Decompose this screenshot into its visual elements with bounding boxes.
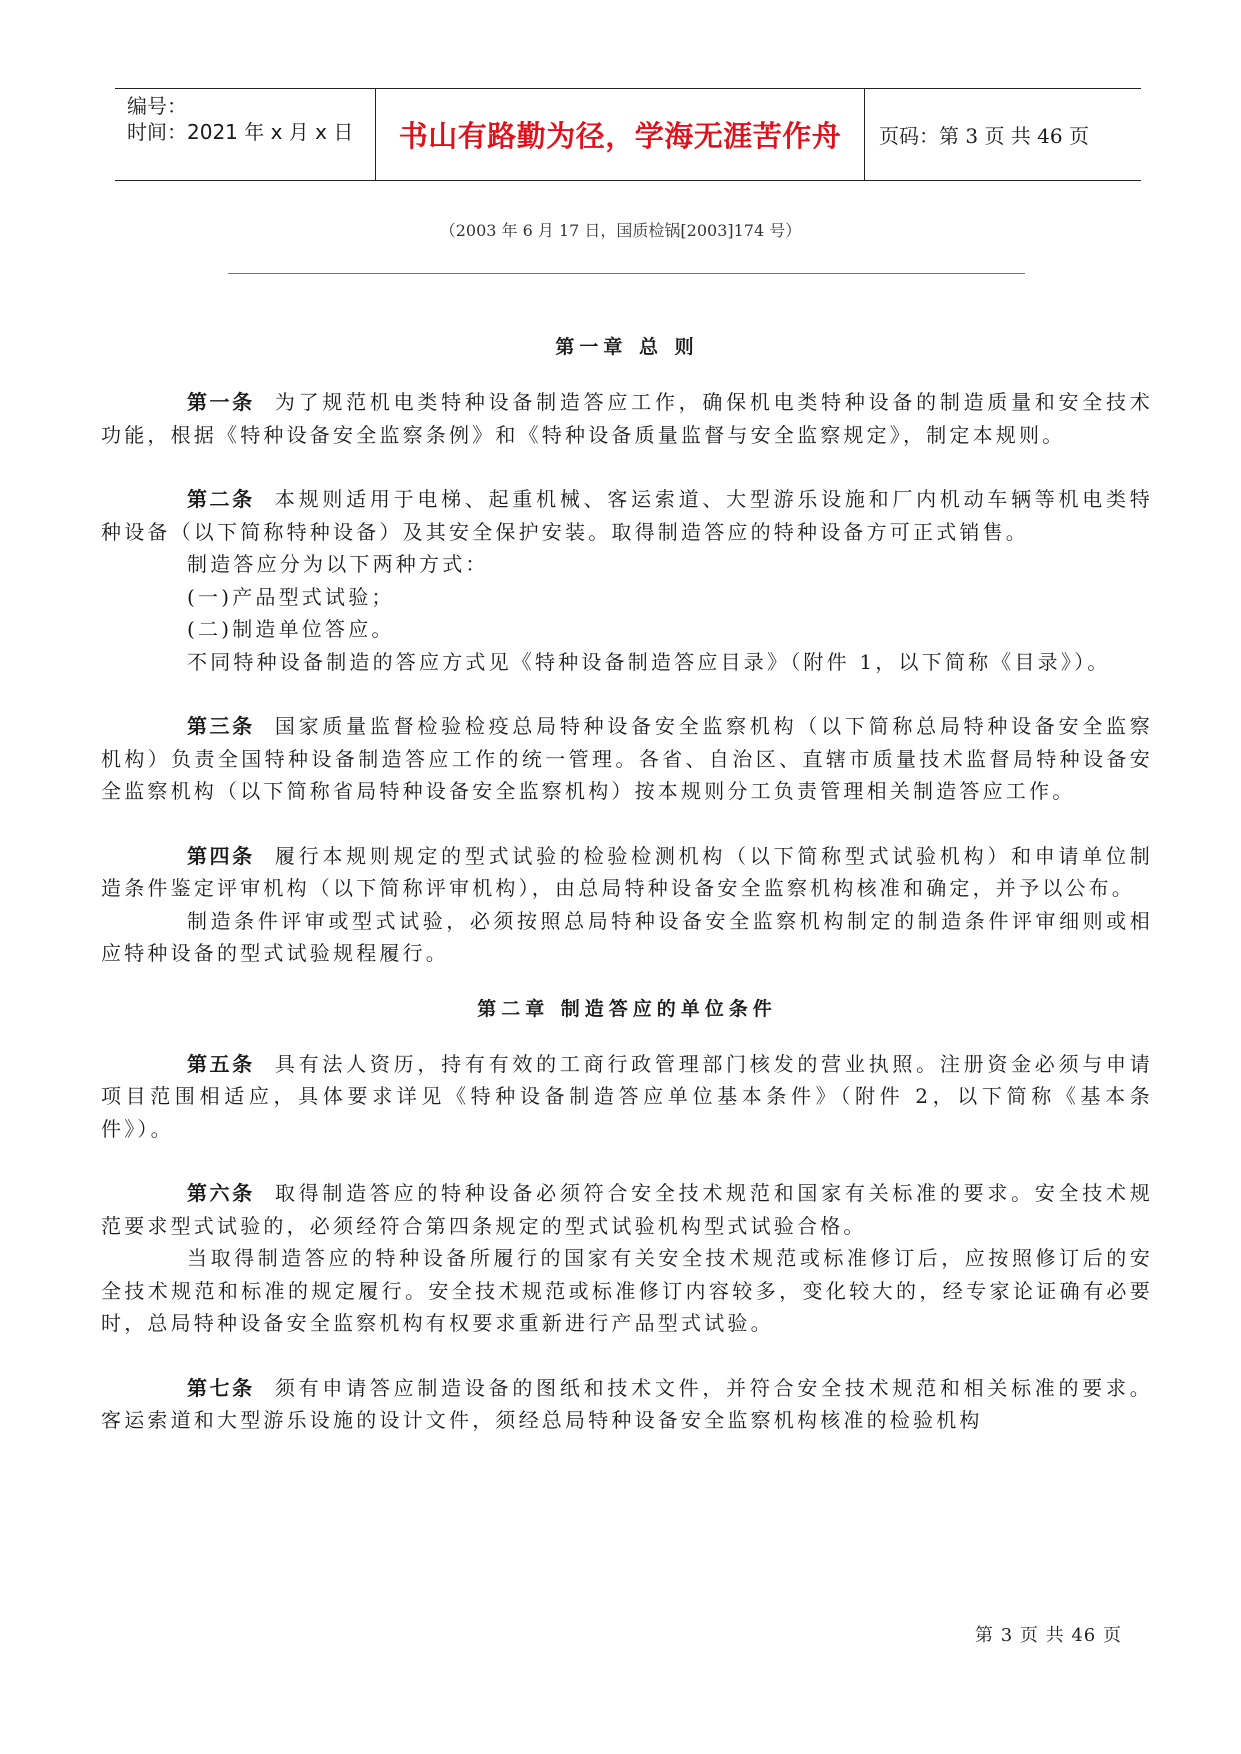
article-3-text: 国家质量监督检验检疫总局特种设备安全监察机构（以下简称总局特种设备安全监察机构）负责全国特种设备制造答应工作的统一管理。各省、自治区、直辖市质量技术监督局特种设备安全监察机构（以下简称省局特种设备安全监察机构）按本规则分工负责管理相关制造答应工作。 [101, 714, 1154, 803]
article-2-item-2: (二)制造单位答应。 [187, 617, 395, 641]
article-4-paragraph: 制造条件评审或型式试验，必须按照总局特种设备安全监察机构制定的制造条件评审细则或相应特种设备的型式试验规程履行。 [101, 908, 1153, 965]
header-motto-cell [375, 89, 865, 180]
page-footer: 第 3 页 共 46 页 [975, 1625, 1122, 1646]
article-1-label: 第一条 [187, 390, 255, 414]
article-7 [101, 1372, 1153, 1437]
article-7-label: 第七条 [187, 1375, 255, 1400]
chapter-2-title: 第二章 制造答应的单位条件 [477, 997, 777, 1020]
divider-rule [228, 273, 1025, 274]
article-2-paragraph-3: 不同特种设备制造的答应方式见《特种设备制造答应目录》（附件 1，以下简称《目录》）。 [187, 649, 1111, 674]
article-2 [101, 483, 1153, 548]
article-4-label: 第四条 [187, 843, 255, 868]
header-page-label: 页码：第 3 页 共 46 页 [879, 124, 1089, 148]
article-1-text: 为了规范机电类特种设备制造答应工作，确保机电类特种设备的制造质量和安全技术功能，根据《特种设备安全监察条例》和《特种设备质量监督与安全监察规定》，制定本规则。 [101, 390, 1154, 447]
document-header [115, 88, 1141, 181]
article-2-paragraph: 制造答应分为以下两种方式： [187, 552, 489, 576]
time-label: 时间：2021 年 x 月 x 日 [127, 120, 354, 144]
article-2-item-1: (一)产品型式试验； [187, 584, 395, 609]
article-2-text: 本规则适用于电梯、起重机械、客运索道、大型游乐设施和厂内机动车辆等机电类特种设备（以下简称特种设备）及其安全保护安装。取得制造答应的特种设备方可正式销售。 [101, 487, 1154, 544]
header-meta [115, 89, 375, 180]
article-5-label: 第五条 [187, 1051, 255, 1076]
article-6-paragraph: 当取得制造答应的特种设备所履行的国家有关安全技术规范或标准修订后，应按照修订后的安全技术规范和标准的规定履行。安全技术规范或标准修订内容较多，变化较大的，经专家论证确有必要时，总局特种设备安全监察机构有权要求重新进行产品型式试验。 [101, 1246, 1153, 1335]
article-3 [101, 710, 1153, 808]
article-1 [101, 386, 1153, 451]
article-2-label: 第二条 [187, 487, 255, 511]
article-6-label: 第六条 [187, 1181, 255, 1205]
article-6-text: 取得制造答应的特种设备必须符合安全技术规范和国家有关标准的要求。安全技术规范要求型式试验的，必须经符合第四条规定的型式试验机构型式试验合格。 [101, 1181, 1154, 1238]
number-label: 编号： [127, 94, 187, 118]
article-5 [101, 1048, 1153, 1146]
document-body [101, 330, 1153, 1437]
article-6 [101, 1177, 1153, 1242]
article-3-label: 第三条 [187, 714, 255, 738]
article-4 [101, 840, 1153, 905]
article-5-text: 具有法人资历，持有有效的工商行政管理部门核发的营业执照。注册资金必须与申请项目范围相适应，具体要求详见《特种设备制造答应单位基本条件》（附件 2，以下简称《基本条件》）。 [101, 1051, 1154, 1141]
issue-date-line: （2003 年 6 月 17 日，国质检锅[2003]174 号） [439, 221, 802, 240]
article-7-text: 须有申请答应制造设备的图纸和技术文件，并符合安全技术规范和相关标准的要求。客运索道和大型游乐设施的设计文件，须经总局特种设备安全监察机构核准的检验机构 [101, 1375, 1154, 1432]
article-4-text: 履行本规则规定的型式试验的检验检测机构（以下简称型式试验机构）和申请单位制造条件鉴定评审机构（以下简称评审机构），由总局特种设备安全监察机构核准和确定，并予以公布。 [101, 843, 1154, 900]
chapter-1-title: 第一章 总 则 [555, 336, 699, 358]
header-motto: 书山有路勤为径，学海无涯苦作舟 [398, 119, 842, 153]
